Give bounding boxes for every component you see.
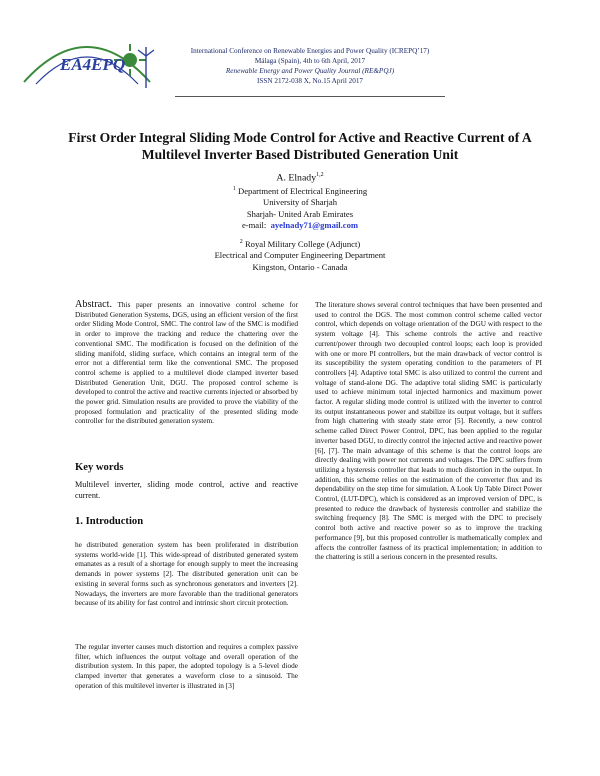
affiliation-1 — [150, 184, 450, 232]
logo-wind-turbine-icon — [138, 47, 154, 88]
conference-name: International Conference on Renewable Energies and Power Quality (ICREPQ’17) — [190, 47, 430, 55]
author-name: A. Elnady — [276, 172, 317, 184]
introduction-heading: 1. Introduction — [75, 516, 144, 527]
conference-location: Málaga (Spain), 4th to 6th April, 2017 — [254, 57, 366, 65]
conference-logo — [14, 22, 160, 100]
aff1-sup: 1 — [232, 186, 236, 192]
right-column-text: The literature shows several control techniques that have been presented and used to control the DGS. The most common control scheme called vector control, which depends on voltage orientation of the DGU with respect to the system voltage [4]. This scheme controls the active and reactive current/power through two decoupled control loops; each loop is provided with one or more PI controllers, but the main drawback of vector control is its susceptibility the system operating condition to the parameters of PI controllers [4]. Adaptive total SMC is also utilized to control the current and voltage of stand-alone DG. The adaptive total sliding SMC is particularly used to achieve minimum total injected harmonics and maximum power factor. A regular sliding mode control is utilized with the inverter to control its output instantaneous power and stabilize its output voltage, but it suffers from high chattering with steady state error [5]. Recently, a new control scheme called Direct Power Control, DPC, has been applied to the regular inverter based DGU, to directly control the injected active and reactive power [6], [7]. The main advantage of this scheme is that the control loops are directly dealing with power not currents and voltages. The DPC suffers from utilizing a hysteresis controller that leads to much distortion in the output. In addition, this scheme relies on the estimation of the converter flux and its dependability on the step time for simulation. A Look Up Table Direct Power Control, (LUT-DPC), which is considered as an improved version of DPC, is presented to reduce the drawback of hysteresis controller and stabilize the switching frequency [8]. The SMC is merged with the DPC to precisely control both active and reactive power so as to improve the tracking performance [9], but this proposed controller is mathematically complex and affects the controller fastness of its practical implementation; in addition to the chattering is still a serious concern in the presented results. — [315, 300, 542, 562]
aff2-sup: 2 — [239, 239, 243, 245]
introduction-paragraph-1: he distributed generation system has been proliferated in distribution systems world-wide [1]. This wide-spread of distributed generated system emanates as a result of a shortage for enough supply to meet the increasing demands in power systems [2]. The distributed generation unit can be existing in several forms such as synchronous generators and inverters [2]. Nowadays, the inverters are more favorable than the traditional generators because of its ability for fast control and intrinsic short circuit protection. — [75, 540, 298, 608]
author-line — [150, 172, 450, 183]
author-email-link[interactable]: ayelnady71@gmail.com — [270, 220, 359, 231]
aff2-dept: Electrical and Computer Engineering Department — [214, 250, 386, 261]
journal-name: Renewable Energy and Power Quality Journal (RE&PQJ) — [225, 67, 395, 75]
abstract-label: Abstract. — [75, 299, 113, 310]
abstract — [75, 300, 298, 426]
aff1-dept: Department of Electrical Engineering — [238, 185, 368, 196]
abstract-text: This paper presents an innovative control scheme for Distributed Generation Systems, DGS, using an efficient version of the first order Sliding Mode Control, SMC. The control law of the SMC is modified in order to improve the tracking and reduce the chattering over the conventional SMC. The modification is focused on the definition of the sliding manifold, sliding surface, which contains an integral term of the error not a differential term like the conventional SMC. The proposed control scheme is applied to a multilevel diode clamped inverter based Distributed Generation Unit, DGU. The proposed control scheme is developed to control the active and reactive currents injected or absorbed by the power grid. Simulation results are provided to prove the viability of the proposed formulation and practicality of the presented sliding mode controller for the distributed generation system. — [75, 300, 298, 426]
author-sup: 1,2 — [316, 172, 324, 178]
journal-issn: ISSN 2172-038 X, No.15 April 2017 — [256, 77, 364, 85]
aff1-email-label: e-mail: — [241, 220, 267, 231]
introduction-paragraph-2: The regular inverter causes much distortion and requires a complex passive filter, which influences the output voltage and overall operation of the distribution system. In this paper, the adopted topology is a 5-level diode clamped inverter that generates a waveform close to a sinusoid. The operation of this multilevel inverter is illustrated in [3] — [75, 642, 298, 690]
conference-header — [175, 46, 445, 86]
paper-title: First Order Integral Sliding Mode Control for Active and Reactive Current of A Multilevel Inverter Based Distributed Generation Unit — [68, 130, 532, 162]
header-divider — [175, 96, 445, 97]
logo-text: EA4EPQ — [60, 55, 126, 74]
aff1-university: University of Sharjah — [263, 197, 337, 208]
aff1-city: Sharjah- United Arab Emirates — [246, 208, 354, 219]
affiliation-2 — [120, 237, 480, 273]
keywords-heading: Key words — [75, 462, 124, 473]
aff2-city: Kingston, Ontario - Canada — [252, 261, 348, 272]
keywords-text: Multilevel inverter, sliding mode control, active and reactive current. — [75, 480, 298, 500]
aff2-college: Royal Military College (Adjunct) — [244, 238, 361, 249]
